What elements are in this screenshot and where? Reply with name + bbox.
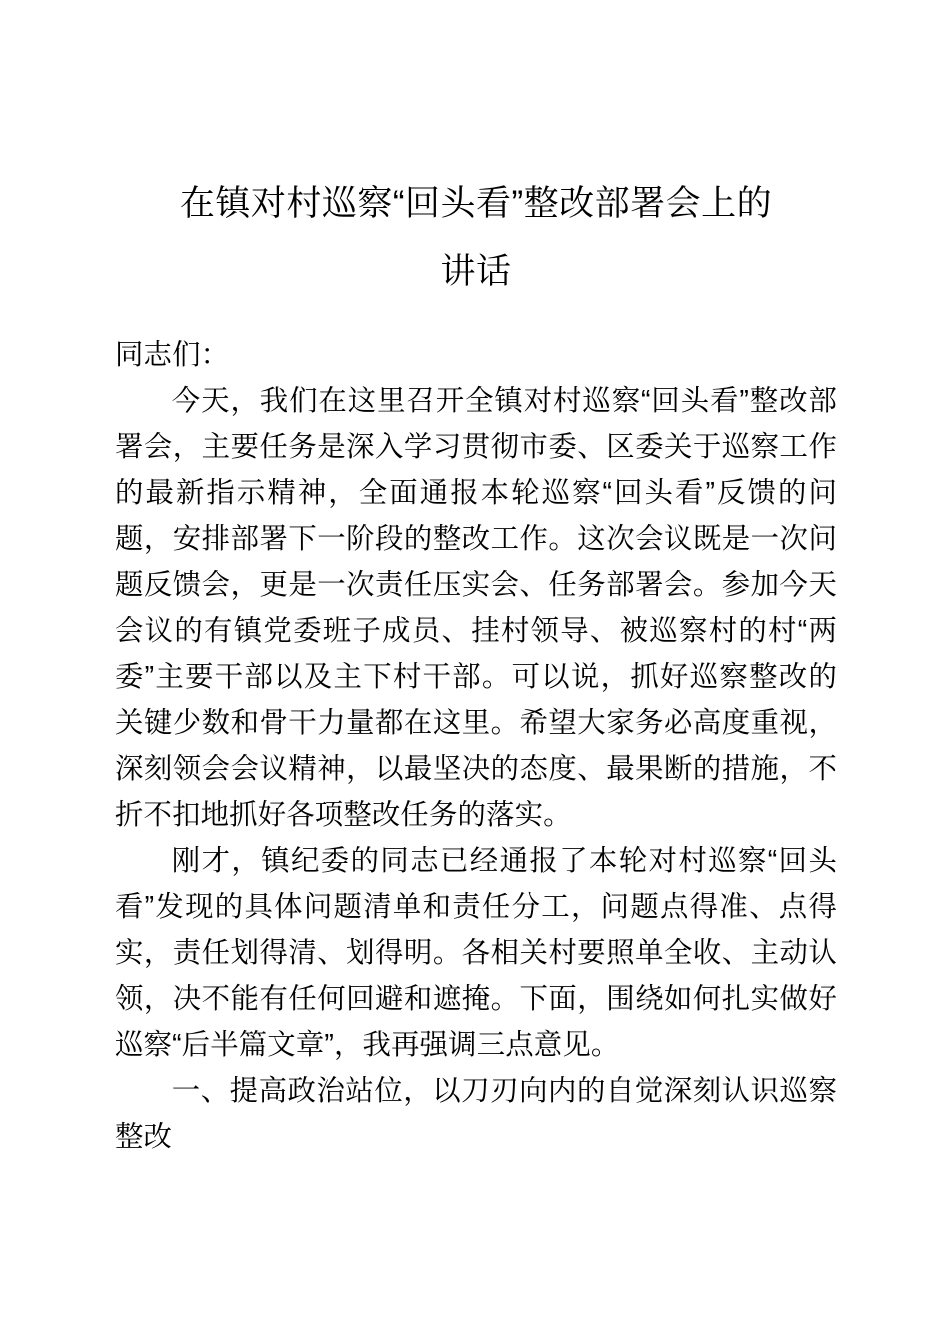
- document-body: [115, 0, 837, 1160]
- document-title: [115, 0, 837, 306]
- section-heading-1: 一、提高政治站位，以刀刃向内的自觉深刻认识巡察整改: [115, 1075, 837, 1153]
- paragraph-2: 刚才，镇纪委的同志已经通报了本轮对村巡察“回头看”发现的具体问题清单和责任分工，问题点得准、点得实，责任划得清、划得明。各相关村要照单全收、主动认领，决不能有任何回避和遮掩。下面，围绕如何扎实做好巡察“后半篇文章”，我再强调三点意见。: [115, 845, 837, 1061]
- salutation: 同志们：: [115, 339, 230, 371]
- paragraph-1: 今天，我们在这里召开全镇对村巡察“回头看”整改部署会，主要任务是深入学习贯彻市委、区委关于巡察工作的最新指示精神，全面通报本轮巡察“回头看”反馈的问题，安排部署下一阶段的整改工作。这次会议既是一次问题反馈会，更是一次责任压实会、任务部署会。参加今天会议的有镇党委班子成员、挂村领导、被巡察村的村“两委”主要干部以及主下村干部。可以说，抓好巡察整改的关键少数和骨干力量都在这里。希望大家务必高度重视，深刻领会会议精神，以最坚决的态度、最果断的措施，不折不扣地抓好各项整改任务的落实。: [115, 385, 837, 831]
- document-title-line-2: 讲话: [440, 252, 512, 291]
- document-title-line-1: 在镇对村巡察“回头看”整改部署会上的: [179, 184, 773, 223]
